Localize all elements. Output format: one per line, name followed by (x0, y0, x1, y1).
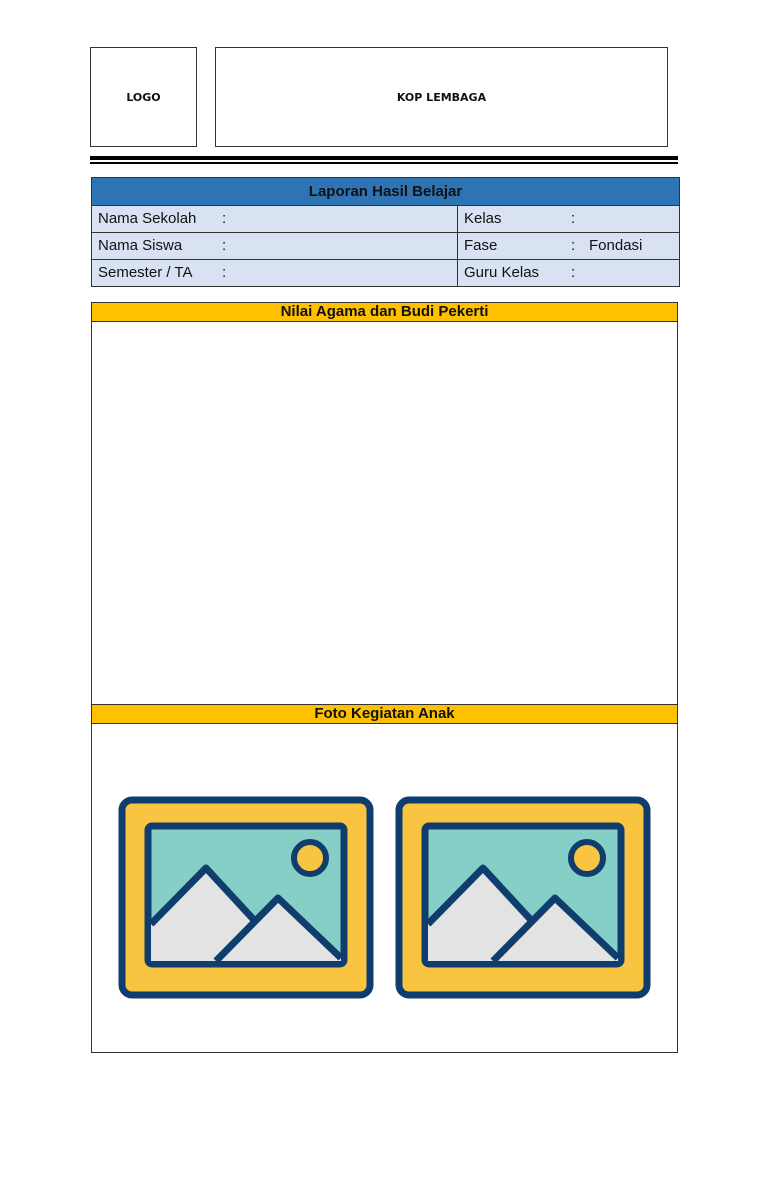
info-cell-guru-kelas (458, 260, 679, 286)
field-colon: : (571, 237, 576, 254)
report-panel (91, 302, 678, 1053)
field-colon: : (222, 210, 227, 227)
header-divider-thin (90, 162, 678, 164)
report-info-table (91, 177, 680, 287)
section-title-foto: Foto Kegiatan Anak (92, 704, 677, 724)
section-title-agama: Nilai Agama dan Budi Pekerti (92, 303, 677, 322)
image-placeholder-icon (395, 796, 651, 999)
info-row (92, 233, 679, 260)
kop-lembaga-placeholder (215, 47, 668, 147)
agama-content-area (92, 322, 677, 704)
header-divider-thick (90, 156, 678, 160)
field-label: Guru Kelas (464, 264, 540, 281)
info-cell-semester (92, 260, 458, 286)
info-cell-kelas (458, 206, 679, 232)
field-colon: : (222, 264, 227, 281)
info-cell-nama-sekolah (92, 206, 458, 232)
info-cell-nama-siswa (92, 233, 458, 259)
info-cell-fase (458, 233, 679, 259)
field-label: Nama Siswa (98, 237, 183, 254)
report-title: Laporan Hasil Belajar (92, 178, 679, 206)
field-label: Semester / TA (98, 264, 193, 281)
field-colon: : (571, 264, 576, 281)
field-label: Kelas (464, 210, 502, 227)
logo-label: LOGO (126, 90, 161, 104)
image-placeholder-icon (118, 796, 374, 999)
field-value: Fondasi (589, 237, 643, 254)
field-label: Nama Sekolah (98, 210, 197, 227)
field-colon: : (222, 237, 227, 254)
field-label: Fase (464, 237, 498, 254)
logo-placeholder (90, 47, 197, 147)
info-row (92, 206, 679, 233)
kop-label: KOP LEMBAGA (396, 90, 487, 104)
field-colon: : (571, 210, 576, 227)
info-row (92, 260, 679, 286)
